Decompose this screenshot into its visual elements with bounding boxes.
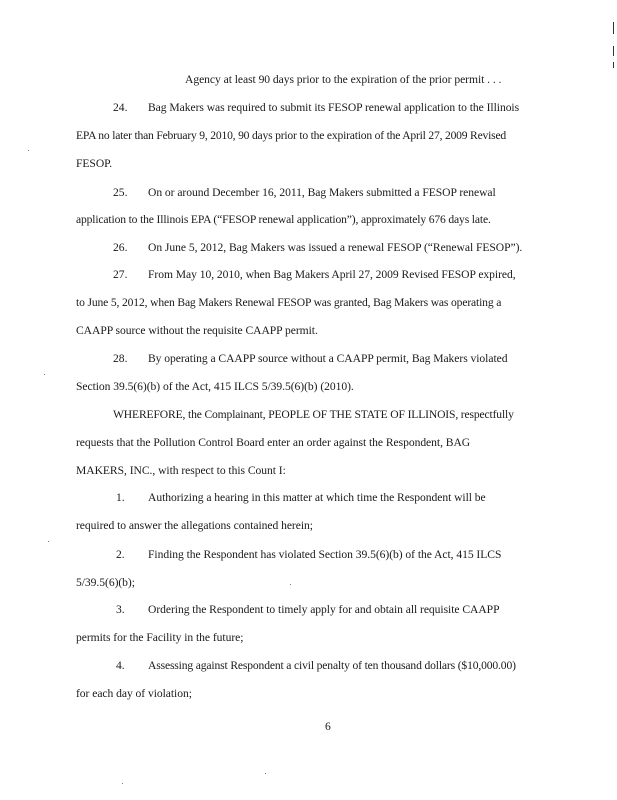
paragraph-number: 27. xyxy=(113,268,128,281)
body-line: CAAPP source without the requisite CAAPP permit. xyxy=(76,324,318,337)
body-line: permits for the Facility in the future; xyxy=(76,631,244,644)
paragraph-number: 24. xyxy=(113,101,128,114)
body-line: Assessing against Respondent a civil penalty of ten thousand dollars ($10,000.00) xyxy=(148,659,516,672)
body-line: Agency at least 90 days prior to the expiration of the prior permit . . . xyxy=(185,73,502,86)
scan-mark xyxy=(613,22,614,34)
paragraph-number: 26. xyxy=(113,241,128,254)
page-number: 6 xyxy=(325,720,331,733)
body-line: Ordering the Respondent to timely apply for and obtain all requisite CAAPP xyxy=(148,603,500,616)
paragraph-number: 28. xyxy=(113,352,128,365)
scan-mark xyxy=(613,62,614,68)
body-line: Authorizing a hearing in this matter at which time the Respondent will be xyxy=(148,491,486,504)
body-line: From May 10, 2010, when Bag Makers April 27, 2009 Revised FESOP expired, xyxy=(148,268,516,281)
body-line: requests that the Pollution Control Board enter an order against the Respondent, BAG xyxy=(76,436,471,449)
scan-speck xyxy=(28,150,29,151)
list-number: 2. xyxy=(116,548,125,561)
body-line: Bag Makers was required to submit its FESOP renewal application to the Illinois xyxy=(148,101,520,114)
body-line: By operating a CAAPP source without a CAAPP permit, Bag Makers violated xyxy=(148,352,508,365)
body-line: for each day of violation; xyxy=(76,687,192,700)
body-line: required to answer the allegations contained herein; xyxy=(76,519,313,532)
body-line: Finding the Respondent has violated Section 39.5(6)(b) of the Act, 415 ILCS xyxy=(148,548,502,561)
body-line: On June 5, 2012, Bag Makers was issued a renewal FESOP (“Renewal FESOP”). xyxy=(148,241,523,254)
body-line: On or around December 16, 2011, Bag Makers submitted a FESOP renewal xyxy=(148,186,496,199)
body-line: 5/39.5(6)(b); xyxy=(76,576,135,589)
scan-speck xyxy=(122,783,123,784)
scan-speck xyxy=(48,541,49,542)
scan-speck xyxy=(265,773,266,774)
scan-speck xyxy=(44,374,45,375)
body-line: MAKERS, INC., with respect to this Count I: xyxy=(76,464,286,477)
body-line: WHEREFORE, the Complainant, PEOPLE OF THE STATE OF ILLINOIS, respectfully xyxy=(113,408,514,421)
scan-speck xyxy=(290,584,291,585)
body-line: EPA no later than February 9, 2010, 90 days prior to the expiration of the April 27, 2009 Revised xyxy=(76,129,507,142)
body-line: FESOP. xyxy=(76,157,113,170)
body-line: application to the Illinois EPA (“FESOP renewal application”), approximately 676 days late. xyxy=(76,213,491,226)
scan-mark xyxy=(613,46,614,56)
paragraph-number: 25. xyxy=(113,186,128,199)
body-line: to June 5, 2012, when Bag Makers Renewal FESOP was granted, Bag Makers was operating a xyxy=(76,296,502,309)
list-number: 3. xyxy=(116,603,125,616)
list-number: 4. xyxy=(116,659,125,672)
list-number: 1. xyxy=(116,491,125,504)
body-line: Section 39.5(6)(b) of the Act, 415 ILCS 5/39.5(6)(b) (2010). xyxy=(76,380,354,393)
